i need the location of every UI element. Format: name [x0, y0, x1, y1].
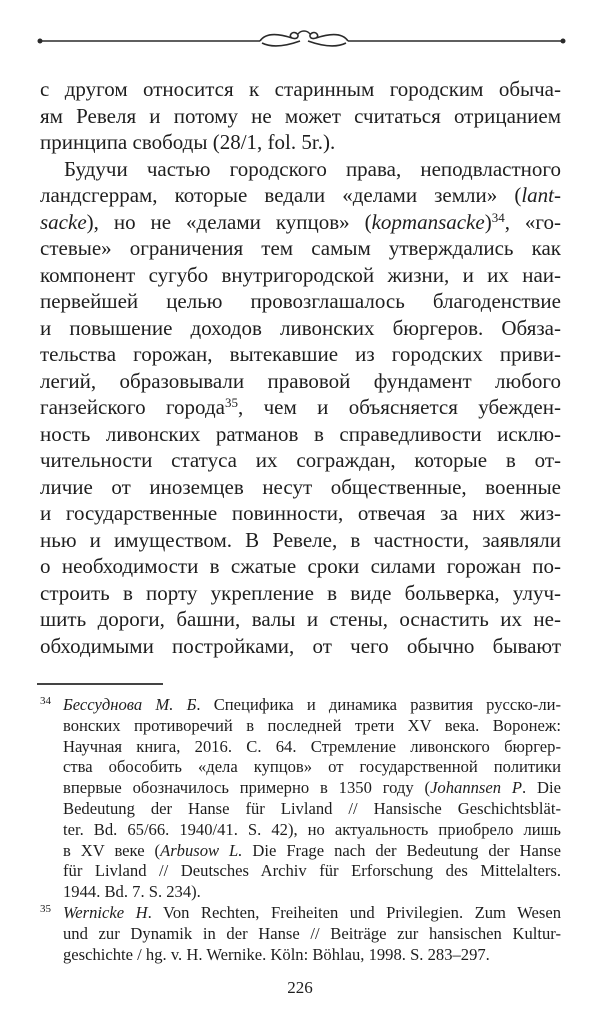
text-line [63, 923, 561, 944]
text-segment: стевые» ограничения тем самым утверждались как [40, 236, 561, 260]
text-segment: . Die [522, 778, 561, 798]
italic-text: kopmansacke [371, 209, 485, 234]
text-line [40, 341, 561, 367]
text-line [40, 606, 561, 632]
text-segment: с другом относится к старинным городским обыча- [40, 77, 561, 101]
italic-text: Бессуднова М. Б [63, 695, 197, 714]
text-segment: и государственные повинности, отвечая за них жиз- [40, 501, 561, 525]
text-line [63, 798, 561, 819]
text-line [40, 129, 561, 155]
text-line [40, 288, 561, 314]
text-line [40, 553, 561, 579]
text-line [40, 368, 561, 394]
text-segment: ) [484, 209, 492, 234]
italic-text: Arbusow L. [160, 840, 243, 860]
text-line [40, 394, 561, 420]
text-segment: в XV веке ( [63, 840, 161, 860]
text-line [63, 944, 561, 965]
text-line [40, 500, 561, 526]
text-segment: и повышение доходов ливонских бюргеров. Обяза- [40, 315, 561, 340]
text-segment: вонских противоречий в последней трети XV века. Воронеж: [63, 715, 561, 735]
text-line [40, 633, 561, 659]
text-line [40, 103, 561, 129]
text-segment: компонент сугубо внутригородской жизни, и их наи- [40, 262, 561, 287]
footnote-reference: 35 [224, 395, 238, 410]
footnote-number: 35 [40, 903, 51, 915]
italic-text: Wernicke H [63, 903, 148, 922]
text-segment: ландсгеррам, которые ведали «делами земли» ( [40, 183, 522, 207]
text-segment: ter. Bd. 65/66. 1940/41. S. 42), но актуальность приобрело лишь [63, 819, 561, 839]
text-segment: 1944. Bd. 7. S. 234). [63, 882, 201, 902]
italic-text: sacke [40, 209, 87, 234]
text-segment: нью и имуществом. В Ревеле, в частности, заявляли [40, 527, 561, 552]
text-segment: . Von Rechten, Freiheiten und Privilegien. Zum Wesen [147, 903, 561, 922]
text-line [64, 156, 561, 182]
text-line [40, 76, 561, 102]
text-segment: впервые обозначилось примерно в 1350 году ( [63, 778, 431, 798]
text-segment: für Livland // Deutsches Archiv für Erforschung des Mittelalters. [63, 861, 561, 881]
text-line [63, 840, 561, 861]
text-segment: ства обособить «дела купцов» от государственной политики [63, 757, 561, 777]
text-segment: ), но не «делами купцов» ( [86, 209, 372, 234]
text-segment: Die Frage nach der Bedeutung der Hanse [242, 840, 561, 860]
text-line [63, 819, 561, 840]
text-segment: Bedeutung der Hanse für Livland // Hansische Geschichtsblät- [63, 799, 561, 818]
text-segment: . Специфика и динамика развития русско-ли- [196, 695, 562, 714]
text-line [40, 580, 561, 606]
text-line [63, 881, 561, 902]
text-line [63, 736, 561, 757]
text-line [40, 447, 561, 473]
text-line [40, 209, 561, 235]
text-segment: чительности статуса их сограждан, которые в от- [40, 448, 561, 472]
footnote-number: 34 [40, 695, 51, 707]
text-segment: личие от иноземцев несут общественные, военные [40, 474, 561, 499]
text-segment: принципа свободы (28/1, fol. 5r.). [40, 130, 336, 154]
text-segment: , чем и объясняется убежден- [237, 395, 561, 419]
text-line [63, 860, 561, 881]
footnote-separator [37, 683, 163, 685]
text-segment: легий, образовывали правовой фундамент любого [40, 368, 561, 393]
text-line [63, 694, 561, 715]
text-segment: первейшей целью провозглашалось благоденствие [40, 289, 561, 313]
text-line [63, 715, 561, 736]
text-line [40, 182, 561, 208]
text-segment: о необходимости в сжатые сроки силами горожан по- [40, 554, 561, 578]
text-line [63, 777, 561, 798]
text-line [40, 474, 561, 500]
text-line [40, 262, 561, 288]
text-line [63, 756, 561, 777]
text-segment: строить в порту укрепление в виде больверка, улуч- [40, 580, 561, 605]
text-segment: ность ливонских ратманов в справедливости исклю- [40, 421, 561, 446]
text-line [40, 421, 561, 447]
text-segment: ям Ревеля и потому не может считаться отрицанием [40, 103, 561, 128]
text-segment: , «го- [504, 209, 561, 234]
text-segment: тельства горожан, вытекавшие из городских приви- [40, 342, 561, 366]
text-segment: ганзейского города [40, 395, 225, 419]
page-number: 226 [287, 978, 313, 997]
text-segment: шить дороги, башни, валы и стены, оснастить их не- [40, 607, 561, 631]
header-ornament-icon [30, 28, 570, 52]
text-segment: geschichte / hg. v. H. Wernike. Köln: Böhlau, 1998. S. 283–297. [63, 944, 490, 964]
text-line [63, 902, 561, 923]
text-line [40, 235, 561, 261]
text-segment: Научная книга, 2016. С. 64. Стремление ливонского бюргер- [63, 736, 561, 756]
text-segment: Будучи частью городского права, неподвластного [64, 156, 561, 181]
footnote-reference: 34 [491, 209, 505, 225]
text-line [40, 315, 561, 341]
text-line [40, 527, 561, 553]
italic-text: lant- [521, 183, 561, 207]
text-segment: обходимыми постройками, от чего обычно бывают [40, 633, 561, 658]
text-segment: und zur Dynamik in der Hanse // Beiträge zur hansischen Kultur- [63, 923, 561, 943]
italic-text: Johannsen P [430, 778, 523, 798]
